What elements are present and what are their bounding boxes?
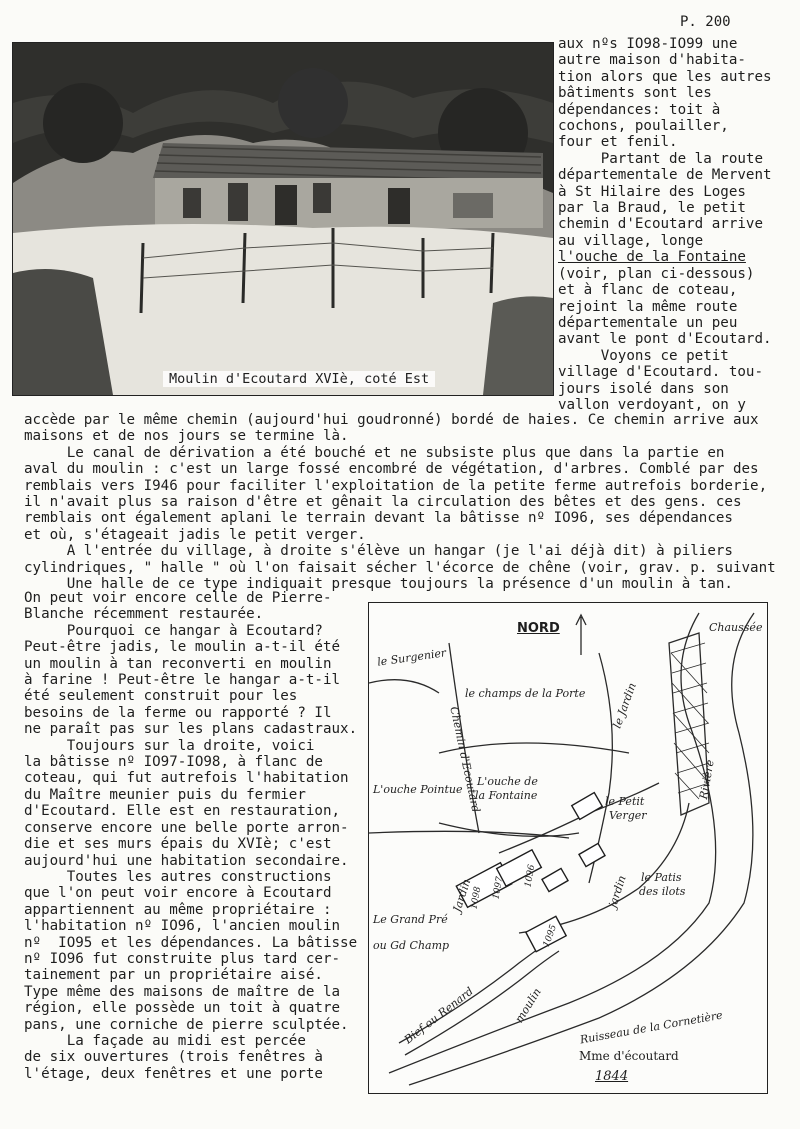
text-line: du Maître meunier puis du fermier [24, 786, 306, 803]
text-line: tainement par un propriétaire aisé. [24, 967, 323, 984]
text-line: été seulement construit pour les [24, 688, 298, 705]
text-line: à farine ! Peut-être le hangar a-t-il [24, 672, 341, 689]
text-line: l'étage, deux fenêtres et une porte [24, 1065, 323, 1082]
text-line: rejoint la même route [558, 298, 738, 315]
text-line: accède par le même chemin (aujourd'hui goudronné) bordé de haies. Ce chemin arrive aux [24, 412, 759, 428]
text-line: un moulin à tan reconverti en moulin [24, 655, 332, 672]
text-line: maisons et de nos jours se termine là. [24, 428, 349, 445]
text-line: A l'entrée du village, à droite s'élève un hangar (je l'ai déjà dit) à piliers [24, 543, 733, 560]
map-label: le Jardin [610, 681, 639, 730]
text-line: bâtiments sont les [558, 85, 712, 102]
photo-caption: Moulin d'Ecoutard XVIè, coté Est [163, 371, 435, 387]
text-line: que l'on peut voir encore à Ecoutard [24, 885, 332, 902]
map-label: Rivière [697, 758, 717, 801]
text-line: conserve encore une belle porte arron- [24, 819, 349, 836]
text-line: cylindriques, " halle " où l'on faisait sécher l'écorce de chêne (voir, grav. p. suivant [24, 559, 776, 576]
text-line: nº IO96 fut construite plus tard cer- [24, 950, 341, 967]
page-number: P. 200 [680, 14, 731, 30]
text-line: Pourquoi ce hangar à Ecoutard? [24, 622, 323, 639]
text-line-underlined: l'ouche de la Fontaine [558, 249, 746, 266]
text-line: appartiennent au même propriétaire : [24, 901, 332, 918]
text-line: village d'Ecoutard. tou- [558, 364, 763, 381]
text-line: remblais vers I946 pour faciliter l'exploitation de la petite ferme autrefois borderie, [24, 477, 768, 494]
map-label: la Fontaine [475, 789, 538, 802]
map-label: le champs de la Porte [465, 687, 586, 700]
building-number: 1095 [541, 923, 560, 949]
text-line: région, elle possède un toit à quatre [24, 1000, 341, 1017]
map-label: le Surgenier [376, 646, 447, 669]
map-label: Ruisseau de la Cornetière [578, 1008, 724, 1047]
mill-photo [12, 42, 554, 396]
text-line: il n'avait plus sa raison d'être et gênait la circulation des bêtes et des gens. ces [24, 494, 742, 511]
text-line: coteau, qui fut autrefois l'habitation [24, 770, 349, 787]
mill-photo-drawing [13, 43, 553, 395]
text-line: cochons, poulailler, [558, 118, 729, 135]
map-label: des ilots [639, 885, 686, 898]
text-line: (voir, plan ci-dessous) [558, 265, 755, 282]
map-north-label: NORD [517, 621, 560, 636]
map-label: jardin [606, 873, 629, 910]
map-label: Jardin [450, 877, 474, 914]
map-label: L'ouche Pointue [373, 783, 463, 796]
map-label: Verger [609, 809, 647, 822]
text-line: de six ouvertures (trois fenêtres à [24, 1049, 323, 1066]
text-line: four et fenil. [558, 134, 678, 151]
map-label: ou Gd Champ [373, 939, 450, 952]
text-line: par la Braud, le petit [558, 200, 746, 217]
text-line: autre maison d'habita- [558, 52, 746, 69]
text-line: ne paraît pas sur les plans cadastraux. [24, 721, 358, 738]
text-line: remblais ont également aplani le terrain devant la bâtisse nº IO96, ses dépendances [24, 510, 733, 527]
village-map [368, 602, 768, 1094]
text-line: Voyons ce petit [558, 347, 729, 364]
text-line: die et ses murs épais du XVIè; c'est [24, 836, 332, 853]
text-line: dépendances: toit à [558, 101, 721, 118]
text-line: Blanche récemment restaurée. [24, 606, 264, 623]
text-line: On peut voir encore celle de Pierre- [24, 590, 332, 606]
map-label: le Patis [641, 871, 682, 884]
map-label: Le Grand Pré [373, 913, 448, 926]
text-line: avant le pont d'Ecoutard. [558, 331, 772, 348]
text-line: vallon verdoyant, on y [558, 396, 746, 413]
text-line: aval du moulin : c'est un large fossé encombré de végétation, d'arbres. Comblé par des [24, 461, 759, 478]
text-line: tion alors que les autres [558, 68, 772, 85]
text-line: jours isolé dans son [558, 380, 729, 397]
text-line: pans, une corniche de pierre sculptée. [24, 1016, 349, 1033]
text-line: d'Ecoutard. Elle est en restauration, [24, 803, 341, 820]
text-line: et où, s'étageait jadis le petit verger. [24, 526, 366, 543]
map-label: Bief ou Renard [401, 984, 476, 1047]
text-line: Partant de la route [558, 150, 763, 167]
building-number: 1096 [523, 863, 538, 889]
building-number: 1098 [469, 885, 484, 911]
text-line: chemin d'Ecoutard arrive [558, 216, 763, 233]
building-number: 1097 [491, 875, 506, 901]
text-line: Le canal de dérivation a été bouché et ne subsiste plus que dans la partie en [24, 444, 725, 461]
text-line: l'habitation nº IO96, l'ancien moulin [24, 918, 341, 935]
left-column [24, 590, 357, 1082]
text-line: et à flanc de coteau, [558, 282, 738, 299]
text-line: Peut-être jadis, le moulin a-t-il été [24, 639, 341, 656]
text-line: nº IO95 et les dépendances. La bâtisse [24, 934, 358, 951]
text-line: la bâtisse nº IO97-IO98, à flanc de [24, 754, 323, 771]
text-line: Toujours sur la droite, voici [24, 737, 315, 754]
map-year: 1844 [595, 1069, 629, 1084]
text-line: départementale de Mervent [558, 167, 772, 184]
text-line: à St Hilaire des Loges [558, 183, 746, 200]
text-line: besoins de la ferme ou rapporté ? Il [24, 704, 332, 721]
top-right-column [558, 36, 772, 413]
map-label: le Petit [605, 795, 645, 808]
text-line: départementale un peu [558, 314, 738, 331]
map-label: L'ouche de [477, 775, 538, 788]
full-width-paragraphs [24, 412, 776, 592]
map-signature: Mme d'écoutard [579, 1049, 679, 1063]
map-label: Chemin d'Ecoutard [447, 705, 483, 814]
map-label: moulin [512, 985, 544, 1026]
text-line: aux nºs IO98-IO99 une [558, 36, 738, 52]
text-line: au village, longe [558, 232, 704, 249]
text-line: Toutes les autres constructions [24, 868, 332, 885]
text-line: aujourd'hui une habitation secondaire. [24, 852, 349, 869]
text-line: Type même des maisons de maître de la [24, 983, 341, 1000]
text-line: La façade au midi est percée [24, 1032, 306, 1049]
text-line: Une halle de ce type indiquait presque toujours la présence d'un moulin à tan. [24, 576, 733, 593]
map-label: Chaussée [709, 621, 763, 634]
